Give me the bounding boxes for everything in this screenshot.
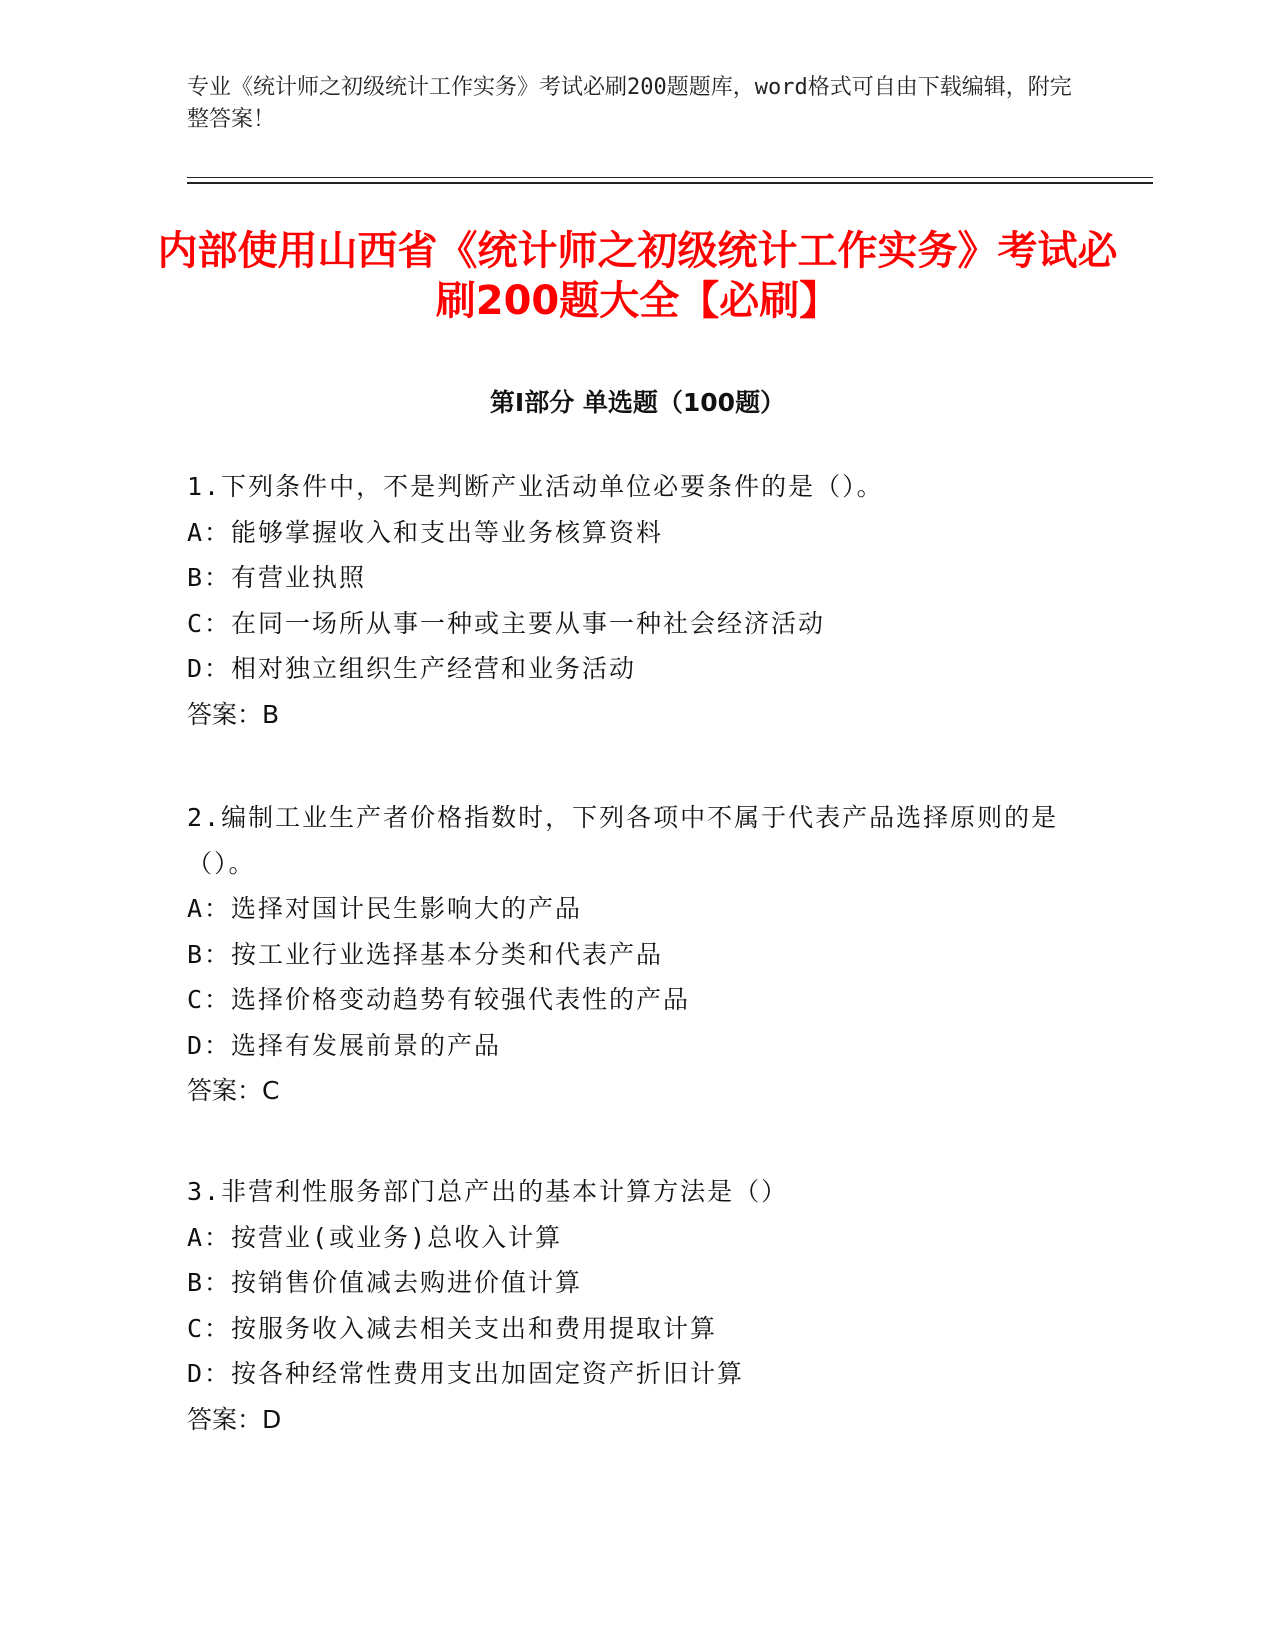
option-a: A：能够掌握收入和支出等业务核算资料 bbox=[187, 517, 664, 547]
option-d: D：按各种经常性费用支出加固定资产折旧计算 bbox=[187, 1359, 745, 1388]
option-b: B：按销售价值减去购进价值计算 bbox=[187, 1268, 583, 1297]
option-c: C：在同一场所从事一种或主要从事一种社会经济活动 bbox=[187, 608, 826, 638]
option-c: C：按服务收入减去相关支出和费用提取计算 bbox=[187, 1313, 718, 1343]
header-note: 专业《统计师之初级统计工作实务》考试必刷200题题库，word格式可自由下载编辑，附完整答案！ bbox=[187, 75, 1072, 132]
answer: 答案：C bbox=[187, 1076, 280, 1105]
option-a: A：按营业(或业务)总收入计算 bbox=[187, 1222, 563, 1252]
answer: 答案：B bbox=[187, 699, 280, 729]
question-stem: 2.编制工业生产者价格指数时，下列各项中不属于代表产品选择原则的是（）。 bbox=[187, 803, 1059, 878]
header-divider-thick bbox=[187, 182, 1153, 184]
question-stem: 1.下列条件中，不是判断产业活动单位必要条件的是（）。 bbox=[187, 472, 884, 501]
question-1 bbox=[187, 464, 1067, 737]
answer: 答案：D bbox=[187, 1404, 282, 1434]
question-2 bbox=[187, 795, 1067, 1114]
option-d: D：选择有发展前景的产品 bbox=[187, 1030, 502, 1060]
option-a: A：选择对国计民生影响大的产品 bbox=[187, 894, 583, 923]
option-b: B：有营业执照 bbox=[187, 563, 367, 592]
option-d: D：相对独立组织生产经营和业务活动 bbox=[187, 654, 637, 683]
document-title: 内部使用山西省《统计师之初级统计工作实务》考试必刷200题大全【必刷】 bbox=[157, 228, 1118, 324]
question-stem: 3.非营利性服务部门总产出的基本计算方法是（） bbox=[187, 1177, 789, 1206]
question-3 bbox=[187, 1169, 1067, 1442]
option-c: C：选择价格变动趋势有较强代表性的产品 bbox=[187, 985, 691, 1014]
section-heading: 第Ⅰ部分 单选题（100题） bbox=[489, 388, 786, 417]
option-b: B：按工业行业选择基本分类和代表产品 bbox=[187, 939, 664, 969]
header-divider-thin bbox=[187, 177, 1153, 178]
